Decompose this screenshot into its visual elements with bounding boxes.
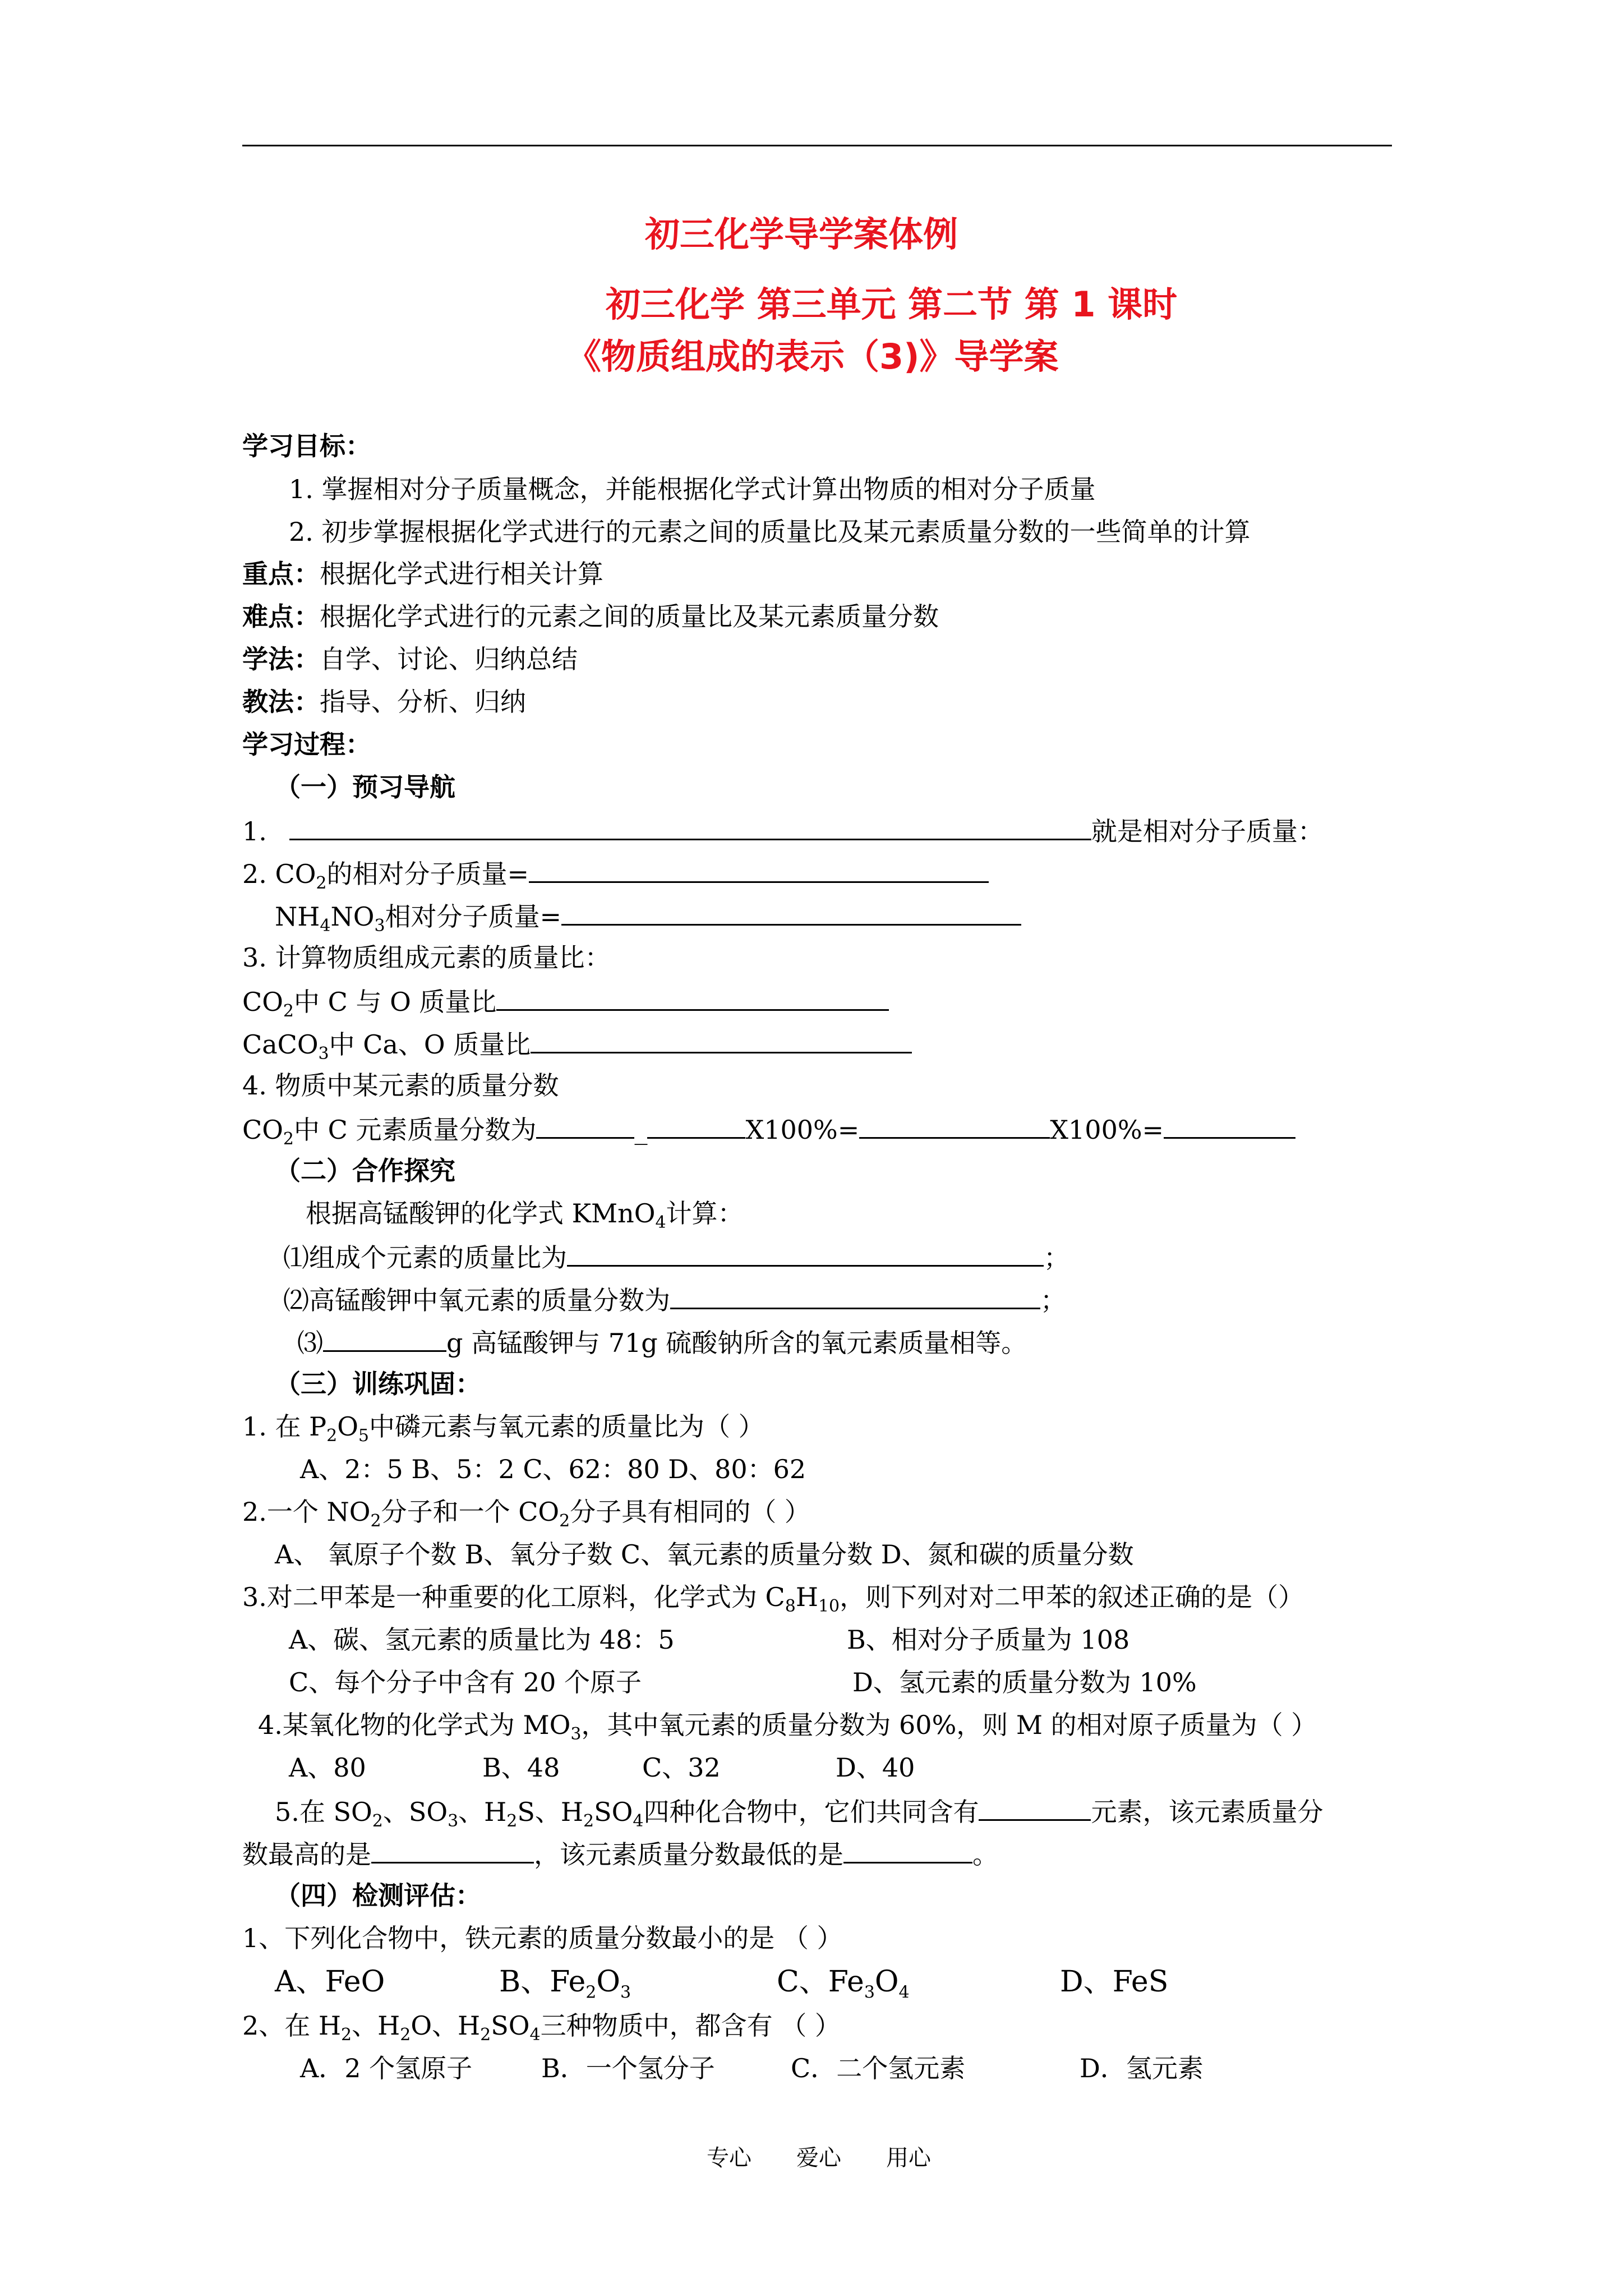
q-number: 1.: [242, 816, 267, 846]
subscript: 3: [374, 916, 385, 936]
answer-blank[interactable]: [670, 1282, 1040, 1309]
q-text: S、H: [517, 1797, 584, 1827]
answer-blank[interactable]: [496, 983, 889, 1011]
q-text: CO: [242, 987, 283, 1017]
q-text: 、H: [458, 1797, 507, 1827]
eval-q1-option-a: A、FeO: [275, 1965, 385, 1999]
subscript: 5: [358, 1426, 369, 1446]
subscript: 2: [400, 2025, 411, 2045]
q-text: 相对分子质量=: [385, 901, 562, 932]
q-text: g 高锰酸钾与 71g 硫酸钠所含的氧元素质量相等。: [446, 1328, 1027, 1358]
doc-topic: 《物质组成的表示（3)》导学案: [566, 336, 1059, 377]
answer-blank[interactable]: [289, 813, 1091, 840]
q-text: ，该元素质量分数最低的是: [534, 1839, 843, 1870]
q-text: 数最高的是: [242, 1839, 371, 1870]
subscript: 2: [326, 1426, 338, 1446]
q-text: O: [337, 1411, 358, 1442]
q-text: C、Fe: [777, 1965, 864, 1999]
answer-blank[interactable]: [371, 1836, 534, 1864]
answer-blank[interactable]: [1164, 1111, 1295, 1139]
subscript: 8: [785, 1596, 796, 1617]
q-text: O: [874, 1965, 899, 1999]
train-q4: [258, 1708, 1317, 1745]
eval-q1-option-b: [499, 1965, 631, 2003]
subscript: 4: [655, 1213, 666, 1233]
footer-word: 专心: [707, 2145, 751, 2171]
q-text: 2. CO: [242, 859, 316, 889]
answer-blank[interactable]: [323, 1324, 446, 1352]
train-q4-option-c: C、32: [642, 1752, 721, 1783]
section-evaluation: （四）检测评估：: [275, 1880, 481, 1911]
q-text: 5.在 SO: [275, 1797, 372, 1827]
train-q5-line2: [242, 1836, 998, 1871]
train-q3-option-d: D、氢元素的质量分数为 10%: [852, 1667, 1197, 1697]
subscript: 2: [480, 2025, 491, 2045]
subscript: 2: [283, 1001, 294, 1022]
subscript: 4: [633, 1811, 644, 1832]
subscript: 3: [570, 1724, 582, 1745]
train-q4-option-a: A、80: [289, 1752, 366, 1783]
q-text: CO: [242, 1115, 283, 1145]
meta-text: 指导、分析、归纳: [320, 687, 526, 717]
q-text: 三种物质中，都含有 （ ）: [540, 2010, 841, 2041]
q-text: NO: [330, 901, 375, 932]
q-text: SO: [594, 1797, 633, 1827]
preview-q2a: [242, 855, 989, 894]
preview-q3: 3. 计算物质组成元素的质量比：: [242, 942, 611, 973]
train-q4-option-b: B、48: [482, 1752, 560, 1783]
q-text: ⑵高锰酸钾中氧元素的质量分数为: [283, 1285, 670, 1315]
footer-word: 爱心: [796, 2145, 841, 2171]
meta-text: 根据化学式进行相关计算: [320, 559, 603, 589]
goal-item-2: 2. 初步掌握根据化学式进行的元素之间的质量比及某元素质量分数的一些简单的计算: [289, 517, 1251, 547]
subscript: 2: [372, 1811, 383, 1832]
meta-teach-method: [242, 685, 526, 719]
section-training: （三）训练巩固：: [275, 1369, 481, 1399]
q-text: 分子具有相同的（ ）: [570, 1497, 810, 1527]
subscript: 10: [818, 1596, 840, 1617]
goal-item-1: 1. 掌握相对分子质量概念，并能根据化学式计算出物质的相对分子质量: [289, 474, 1096, 504]
answer-blank[interactable]: [647, 1111, 745, 1139]
subscript: 3: [318, 1044, 329, 1064]
q-text: ；: [1040, 1285, 1066, 1315]
preview-q4: 4. 物质中某元素的质量分数: [242, 1070, 559, 1101]
answer-blank[interactable]: [567, 1239, 1044, 1267]
q-text: 根据高锰酸钾的化学式 KMnO: [306, 1198, 656, 1228]
preview-q4a: [242, 1111, 1295, 1147]
q-text: 1. 在 P: [242, 1411, 327, 1442]
subscript: 4: [529, 2025, 541, 2045]
q-text: 元素，该元素质量分: [1091, 1797, 1324, 1827]
meta-text: 自学、讨论、归纳总结: [320, 644, 578, 674]
fraction-mark: _: [634, 1115, 648, 1145]
section-coop: （二）合作探究: [275, 1156, 455, 1186]
q-text: 、H: [352, 2010, 400, 2041]
meta-label: 学法：: [242, 644, 320, 674]
meta-difficulty: [242, 600, 939, 633]
train-q1: [242, 1410, 764, 1446]
q-text: 中 C 元素质量分数为: [294, 1115, 537, 1145]
answer-blank[interactable]: [536, 1111, 634, 1139]
process-heading: 学习过程：: [242, 729, 371, 760]
q-text: 计算：: [666, 1198, 744, 1228]
train-q4-option-d: D、40: [836, 1752, 915, 1783]
q-text: X100%=: [1050, 1115, 1164, 1145]
preview-q2b: [275, 898, 1021, 936]
coop-intro: [306, 1197, 744, 1233]
meta-label: 重点：: [242, 559, 320, 589]
q-text: H: [795, 1582, 818, 1612]
q-text: ⑴组成个元素的质量比为: [283, 1243, 567, 1273]
subscript: 4: [898, 1982, 910, 2003]
train-q3-option-b: B、相对分子质量为 108: [847, 1625, 1130, 1655]
q-text: ⑶: [297, 1328, 323, 1358]
footer-word: 用心: [886, 2145, 931, 2171]
eval-q2-option-a: A．2 个氢原子: [300, 2053, 473, 2083]
eval-q1-option-d: D、FeS: [1060, 1965, 1169, 1999]
doc-title: 初三化学导学案体例: [645, 214, 958, 255]
train-q1-options: A、2：5 B、5：2 C、62：80 D、80：62: [300, 1454, 806, 1484]
eval-q2-option-d: D．氢元素: [1080, 2053, 1204, 2083]
subscript: 2: [506, 1811, 518, 1832]
meta-study-method: [242, 642, 578, 676]
q-text: 就是相对分子质量：: [1091, 816, 1324, 846]
meta-label: 难点：: [242, 601, 320, 632]
train-q3-option-a: A、碳、氢元素的质量比为 48：5: [289, 1625, 675, 1655]
answer-blank[interactable]: [531, 1026, 912, 1053]
subscript: 2: [585, 1982, 597, 2003]
page-footer: [707, 2140, 976, 2172]
coop-q1: [283, 1239, 1069, 1274]
subscript: 2: [316, 873, 327, 894]
subscript: 4: [320, 916, 331, 936]
eval-q1-option-c: [777, 1965, 910, 2003]
section-preview: （一）预习导航: [275, 772, 455, 802]
q-text: 3.对二甲苯是一种重要的化工原料，化学式为 C: [242, 1582, 785, 1612]
subscript: 2: [370, 1511, 381, 1531]
train-q2: [242, 1495, 810, 1529]
meta-label: 教法：: [242, 687, 320, 717]
meta-key-point: [242, 557, 603, 591]
q-text: SO: [491, 2010, 530, 2041]
answer-blank[interactable]: [529, 855, 989, 883]
eval-q2: [242, 2009, 841, 2045]
q-text: O、H: [411, 2010, 481, 2041]
q-text: 分子和一个 CO: [381, 1497, 560, 1527]
meta-text: 根据化学式进行的元素之间的质量比及某元素质量分数: [320, 601, 939, 632]
subscript: 2: [283, 1129, 294, 1149]
subscript: 2: [583, 1811, 594, 1832]
q-text: 2.一个 NO: [242, 1497, 371, 1527]
q-text: 。: [972, 1839, 998, 1870]
q-text: 中 Ca、O 质量比: [329, 1029, 531, 1060]
q-text: 中 C 与 O 质量比: [294, 987, 497, 1017]
q-text: 的相对分子质量=: [326, 859, 529, 889]
q-text: CaCO: [242, 1029, 319, 1060]
eval-q2-option-b: B．一个氢分子: [541, 2053, 715, 2083]
q-text: B、Fe: [499, 1965, 586, 1999]
q-text: X100%=: [745, 1115, 860, 1145]
q-text: NH: [275, 901, 320, 932]
preview-q3a: [242, 983, 889, 1022]
eval-q2-option-c: C．二个氢元素: [791, 2053, 966, 2083]
preview-q1: [242, 813, 1324, 848]
doc-subtitle: 初三化学 第三单元 第二节 第 1 课时: [606, 284, 1178, 325]
q-text: 中磷元素与氧元素的质量比为（ ）: [369, 1411, 764, 1442]
answer-blank[interactable]: [843, 1836, 972, 1864]
q-text: ，其中氧元素的质量分数为 60%，则 M 的相对原子质量为（ ）: [581, 1710, 1317, 1740]
train-q3: [242, 1580, 1304, 1617]
q-text: ；: [1044, 1243, 1069, 1273]
q-text: 2、在 H: [242, 2010, 342, 2041]
subscript: 2: [341, 2025, 352, 2045]
q-text: 、SO: [382, 1797, 448, 1827]
q-text: O: [596, 1965, 620, 1999]
preview-q3b: [242, 1026, 912, 1064]
coop-q2: [283, 1282, 1066, 1317]
train-q5: [275, 1793, 1324, 1832]
q-text: ，则下列对对二甲苯的叙述正确的是（）: [840, 1582, 1304, 1612]
q-text: 4.某氧化物的化学式为 MO: [258, 1710, 571, 1740]
train-q2-options: A、 氧原子个数 B、氧分子数 C、氧元素的质量分数 D、氮和碳的质量分数: [275, 1539, 1134, 1570]
answer-blank[interactable]: [979, 1793, 1091, 1821]
header-rule: [242, 145, 1392, 146]
goals-heading: 学习目标：: [242, 431, 371, 461]
eval-q1: 1、下列化合物中，铁元素的质量分数最小的是 （ ）: [242, 1923, 843, 1953]
answer-blank[interactable]: [859, 1111, 1050, 1139]
subscript: 3: [448, 1811, 459, 1832]
q-text: 四种化合物中，它们共同含有: [643, 1797, 979, 1827]
subscript: 3: [864, 1982, 875, 2003]
coop-q3: [297, 1324, 1027, 1360]
answer-blank[interactable]: [561, 898, 1021, 926]
subscript: 3: [620, 1982, 631, 2003]
train-q3-option-c: C、每个分子中含有 20 个原子: [289, 1667, 642, 1697]
subscript: 2: [559, 1511, 570, 1531]
